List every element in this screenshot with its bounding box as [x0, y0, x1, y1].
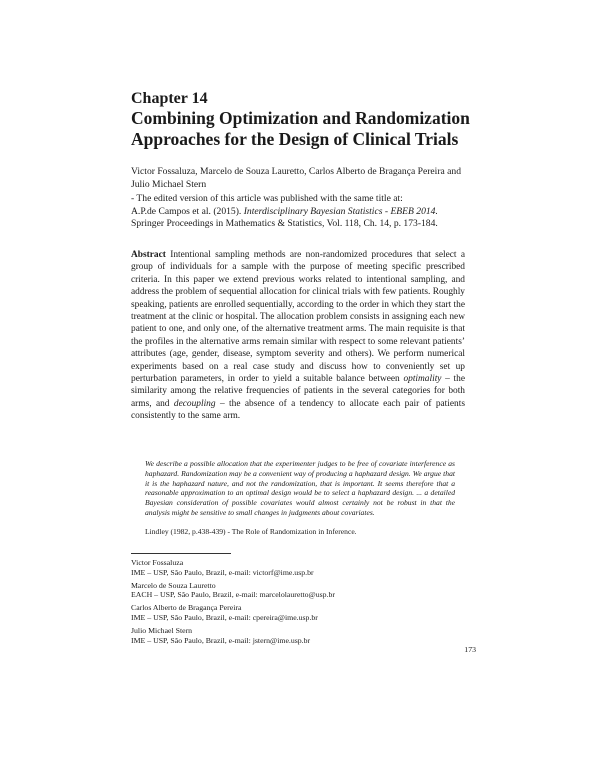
chapter-title-line-1: Combining Optimization and Randomization [131, 108, 470, 128]
abstract-label: Abstract [131, 250, 166, 260]
affiliation-item [131, 558, 476, 578]
affiliation-address: IME – USP, São Paulo, Brazil, e-mail: jstern@ime.usp.br [131, 635, 311, 645]
epigraph-quote: We describe a possible allocation that the experimenter judges to be free of covariate interference as haphazard. Randomization may be a convenient way of producing a haphazard design. We argue that it is the haphazard nature, and not the randomization, that is important. It seems therefore that a reasonable approximation to an optimal design would be to select a haphazard design. ... a detailed Bayesian consideration of possible covariates would almost certainly not be robust in that the analysis might be sensitive to small changes in judgments about covariates. [145, 459, 455, 517]
affiliation-name: Carlos Alberto de Bragança Pereira [131, 603, 242, 613]
footnote-divider [131, 553, 231, 554]
abstract-term-decoupling: decoupling [173, 398, 216, 409]
abstract-term-optimality: optimality [403, 374, 442, 385]
affiliation-name: Victor Fossaluza [131, 558, 184, 567]
citation-authors: A.P.de Campos et al. (2015). [131, 205, 244, 217]
chapter-title [131, 108, 491, 150]
chapter-label: Chapter 14 [131, 90, 208, 107]
affiliation-item [131, 626, 476, 646]
edition-note-line-2 [131, 206, 476, 219]
affiliations [131, 558, 476, 648]
edition-note [131, 193, 476, 231]
affiliation-address: EACH – USP, São Paulo, Brazil, e-mail: marcelolauretto@usp.br [131, 590, 336, 600]
abstract [131, 249, 465, 423]
edition-note-line-3: Springer Proceedings in Mathematics & Statistics, Vol. 118, Ch. 14, p. 173-184. [131, 218, 438, 230]
affiliation-item [131, 603, 476, 623]
epigraph-source: Lindley (1982, p.438-439) - The Role of Randomization in Inference. [145, 527, 357, 536]
page-number: 173 [464, 645, 476, 654]
abstract-text-1: Intentional sampling methods are non-randomized procedures that select a group of individuals for a sample with the purpose of meeting specific prescribed criteria. In this paper we extend previous works related to intentional sampling, and address the problem of sequential allocation for clinical trials with few patients. Roughly speaking, patients are enrolled sequentially, according to the order in which they start the treatment at the clinic or hospital. The allocation problem consists in assigning each new patient to one, and only one, of the alternative treatment arms. The main requisite is that the profiles in the alternative arms remain similar with respect to some relevant patients’ attributes (age, gender, disease, symptom severity and others). We perform numerical experiments based on a real case study and discuss how to conveniently set up perturbation parameters, in order to yield a suitable balance between [131, 250, 465, 385]
affiliation-name: Julio Michael Stern [131, 625, 193, 635]
abstract-text-2: – the similarity among the relative frequencies of patients in the several categories for both arms, and [131, 374, 465, 409]
chapter-title-line-2: Approaches for the Design of Clinical Trials [131, 129, 459, 149]
affiliation-address: IME – USP, São Paulo, Brazil, e-mail: cpereira@ime.usp.br [131, 612, 318, 622]
affiliation-address: IME – USP, São Paulo, Brazil, e-mail: victorf@ime.usp.br [131, 567, 314, 577]
affiliation-item [131, 581, 476, 601]
author-list: Victor Fossaluza, Marcelo de Souza Lauretto, Carlos Alberto de Bragança Pereira and Julio Michael Stern [131, 166, 462, 190]
edition-note-line-1: - The edited version of this article was published with the same title at: [131, 193, 403, 204]
affiliation-name: Marcelo de Souza Lauretto [131, 580, 216, 590]
citation-book-title: Interdisciplinary Bayesian Statistics - EBEB 2014. [243, 205, 438, 217]
abstract-text-3: – the absence of a tendency to allocate each pair of patients consistently to the same arm. [131, 398, 465, 422]
